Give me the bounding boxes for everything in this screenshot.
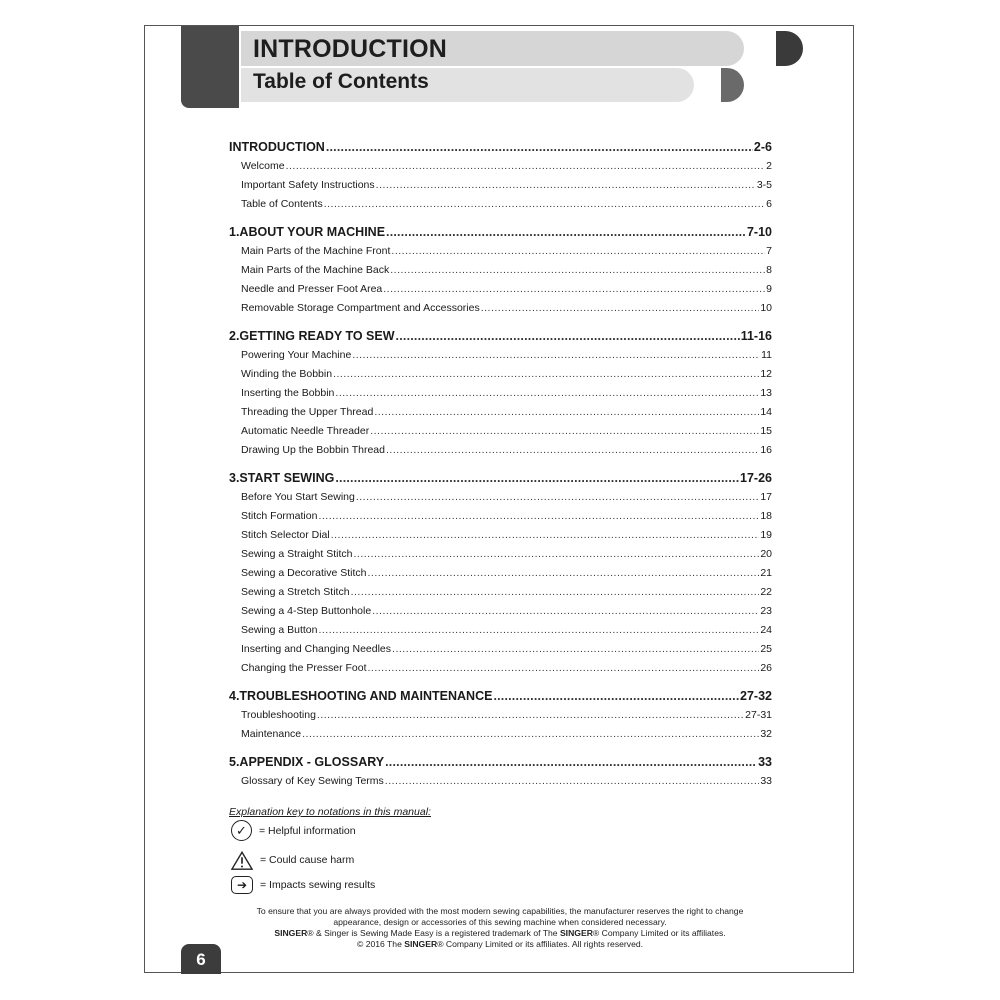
dot-leader — [372, 602, 759, 621]
toc-item-title: Winding the Bobbin — [241, 368, 333, 380]
toc-section — [229, 223, 772, 242]
dot-leader — [374, 403, 759, 422]
toc-item-title: Changing the Presser Foot — [241, 662, 367, 674]
dot-leader — [352, 346, 760, 365]
dot-leader — [385, 753, 757, 772]
toc-item-title: Drawing Up the Bobbin Thread — [241, 444, 385, 456]
toc-item-title: Threading the Upper Thread — [241, 406, 374, 418]
toc-item — [229, 441, 772, 460]
toc-item-page: 15 — [760, 425, 772, 437]
toc-item — [229, 621, 772, 640]
toc-item — [229, 176, 772, 195]
toc-item-page: 7 — [766, 245, 772, 257]
toc-item-title: Important Safety Instructions — [241, 179, 375, 191]
toc-item-title: Main Parts of the Machine Front — [241, 245, 391, 257]
dot-leader — [396, 327, 740, 346]
toc-item — [229, 772, 772, 791]
legend-key-harm — [231, 849, 354, 871]
toc-item-page: 6 — [766, 198, 772, 210]
notice-line — [185, 939, 815, 950]
toc-item-page: 18 — [760, 510, 772, 522]
brand-name: SINGER — [559, 928, 593, 938]
toc-item-page: 26 — [760, 662, 772, 674]
toc-section-pages: 33 — [758, 755, 772, 769]
toc-item-title: Inserting the Bobbin — [241, 387, 335, 399]
toc-section — [229, 327, 772, 346]
table-of-contents — [229, 138, 772, 791]
dot-leader — [317, 706, 744, 725]
page-number: 6 — [181, 944, 221, 974]
legend-key-results — [231, 876, 375, 894]
toc-item — [229, 507, 772, 526]
toc-item-title: Powering Your Machine — [241, 349, 352, 361]
toc-item — [229, 403, 772, 422]
toc-item — [229, 659, 772, 678]
dot-leader — [331, 526, 760, 545]
brand-name: SINGER — [274, 928, 308, 938]
toc-item-title: Sewing a 4-Step Buttonhole — [241, 605, 372, 617]
toc-item-page: 9 — [766, 283, 772, 295]
dot-leader — [333, 365, 759, 384]
toc-section-title: 3.START SEWING — [229, 471, 335, 485]
toc-item — [229, 706, 772, 725]
toc-item-page: 12 — [760, 368, 772, 380]
warning-triangle-icon — [231, 849, 253, 871]
toc-section-title: 5.APPENDIX - GLOSSARY — [229, 755, 385, 769]
toc-item-title: Removable Storage Compartment and Accessories — [241, 302, 480, 314]
toc-section — [229, 687, 772, 706]
header-tab-block — [181, 26, 239, 108]
arrow-box-icon: ➔ — [231, 876, 253, 894]
toc-item-title: Sewing a Button — [241, 624, 318, 636]
legend-key-label: = Impacts sewing results — [260, 879, 376, 891]
toc-item — [229, 422, 772, 441]
toc-item-page: 25 — [760, 643, 772, 655]
dot-leader — [286, 157, 766, 176]
dot-leader — [324, 195, 765, 214]
notice-text: ® & Singer is Sewing Made Easy is a registered trademark of The — [307, 928, 560, 938]
toc-item-title: Before You Start Sewing — [241, 491, 355, 503]
toc-item-title: Main Parts of the Machine Back — [241, 264, 390, 276]
toc-item-title: Sewing a Stretch Stitch — [241, 586, 350, 598]
toc-item-title: Sewing a Straight Stitch — [241, 548, 353, 560]
toc-item — [229, 346, 772, 365]
notice-line: appearance, design or accessories of this sewing machine when considered necessary. — [333, 917, 667, 927]
toc-item-page: 17 — [760, 491, 772, 503]
dot-leader — [392, 640, 759, 659]
toc-item-title: Inserting and Changing Needles — [241, 643, 392, 655]
notice-line — [185, 928, 815, 939]
toc-item-title: Sewing a Decorative Stitch — [241, 567, 367, 579]
toc-item-page: 32 — [760, 728, 772, 740]
notice-text: ® Company Limited or its affiliates. — [592, 928, 726, 938]
toc-item-title: Glossary of Key Sewing Terms — [241, 775, 384, 787]
footer-notice — [185, 906, 815, 950]
toc-item-page: 16 — [760, 444, 772, 456]
toc-item-title: Stitch Selector Dial — [241, 529, 330, 541]
toc-item — [229, 157, 772, 176]
toc-section-pages: 2-6 — [753, 140, 772, 154]
dot-leader — [318, 621, 759, 640]
page-subtitle: Table of Contents — [253, 70, 429, 93]
toc-item — [229, 299, 772, 318]
toc-item-page: 10 — [760, 302, 772, 314]
toc-item-page: 14 — [760, 406, 772, 418]
toc-section-title: 4.TROUBLESHOOTING AND MAINTENANCE — [229, 689, 493, 703]
notice-line: To ensure that you are always provided with the most modern sewing capabilities, the manufacturer reserves the right to change — [256, 906, 744, 916]
toc-item-page: 19 — [760, 529, 772, 541]
toc-item-title: Needle and Presser Foot Area — [241, 283, 383, 295]
toc-item-title: Welcome — [241, 160, 285, 172]
toc-item-page: 8 — [766, 264, 772, 276]
toc-item-page: 27-31 — [745, 709, 772, 721]
toc-item-page: 3-5 — [756, 179, 772, 191]
toc-section — [229, 753, 772, 772]
dot-leader — [356, 488, 759, 507]
dot-leader — [386, 441, 759, 460]
notice-text: © 2016 The — [356, 939, 405, 949]
dot-leader — [351, 583, 760, 602]
toc-item-page: 11 — [761, 349, 772, 361]
dot-leader — [385, 772, 760, 791]
header-tab-d-shape — [773, 31, 803, 66]
toc-item-page: 2 — [766, 160, 772, 172]
dot-leader — [326, 138, 753, 157]
notice-text: ® Company Limited or its affiliates. All rights reserved. — [437, 939, 644, 949]
dot-leader — [367, 564, 759, 583]
toc-section-pages: 7-10 — [746, 225, 772, 239]
toc-item — [229, 640, 772, 659]
toc-item — [229, 583, 772, 602]
manual-page — [144, 25, 854, 973]
toc-section-pages: 11-16 — [740, 329, 772, 343]
dot-leader — [318, 507, 759, 526]
toc-section — [229, 138, 772, 157]
dot-leader — [390, 261, 765, 280]
toc-item — [229, 564, 772, 583]
toc-item-title: Stitch Formation — [241, 510, 318, 522]
dot-leader — [391, 242, 765, 261]
toc-section-title: 2.GETTING READY TO SEW — [229, 329, 395, 343]
legend-key-label: = Helpful information — [259, 824, 356, 837]
legend-key-helpful — [231, 820, 356, 841]
toc-item-page: 20 — [760, 548, 772, 560]
legend-title: Explanation key to notations in this manual: — [229, 806, 431, 818]
toc-item — [229, 280, 772, 299]
toc-item — [229, 261, 772, 280]
toc-item-title: Maintenance — [241, 728, 302, 740]
toc-item-page: 24 — [760, 624, 772, 636]
toc-section-pages: 27-32 — [740, 689, 772, 703]
dot-leader — [376, 176, 756, 195]
page-title: INTRODUCTION — [253, 35, 448, 63]
toc-item-page: 13 — [760, 387, 772, 399]
dot-leader — [383, 280, 765, 299]
dot-leader — [353, 545, 759, 564]
toc-section-title: INTRODUCTION — [229, 140, 325, 154]
toc-item-page: 23 — [760, 605, 772, 617]
toc-section — [229, 469, 772, 488]
dot-leader — [302, 725, 759, 744]
dot-leader — [368, 659, 760, 678]
check-circle-icon: ✓ — [231, 820, 252, 841]
toc-item — [229, 195, 772, 214]
dot-leader — [481, 299, 760, 318]
dot-leader — [335, 384, 759, 403]
legend-key-label: = Could cause harm — [260, 854, 355, 866]
brand-name: SINGER — [404, 939, 438, 949]
toc-item-title: Table of Contents — [241, 198, 323, 210]
toc-item — [229, 725, 772, 744]
toc-item — [229, 384, 772, 403]
toc-section-title: 1.ABOUT YOUR MACHINE — [229, 225, 386, 239]
toc-item — [229, 602, 772, 621]
toc-item — [229, 526, 772, 545]
dot-leader — [493, 687, 739, 706]
toc-item — [229, 488, 772, 507]
header-subtab-d-shape — [718, 68, 744, 102]
toc-item-title: Troubleshooting — [241, 709, 316, 721]
dot-leader — [335, 469, 739, 488]
toc-section-pages: 17-26 — [740, 471, 772, 485]
toc-item — [229, 545, 772, 564]
toc-item-page: 21 — [760, 567, 772, 579]
toc-item — [229, 365, 772, 384]
toc-item — [229, 242, 772, 261]
dot-leader — [386, 223, 746, 242]
toc-item-title: Automatic Needle Threader — [241, 425, 370, 437]
toc-item-page: 22 — [760, 586, 772, 598]
toc-item-page: 33 — [760, 775, 772, 787]
dot-leader — [370, 422, 759, 441]
